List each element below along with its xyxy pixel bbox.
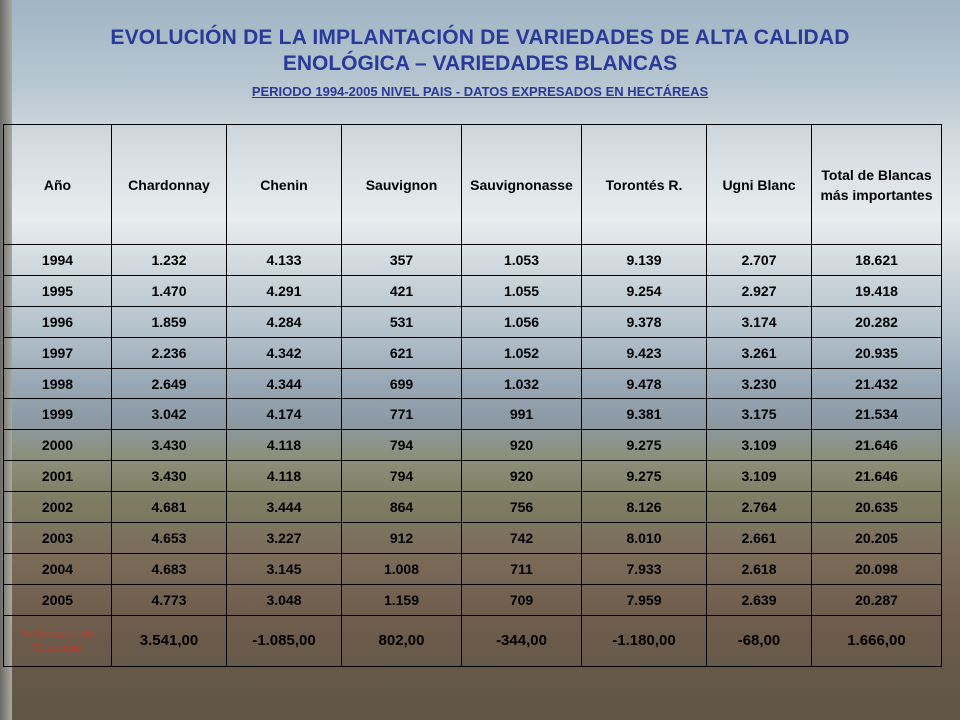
table-row (4, 430, 942, 461)
table-cell: 421 (342, 275, 462, 306)
title-line-1: EVOLUCIÓN DE LA IMPLANTACIÓN DE VARIEDADES DE ALTA CALIDAD (110, 26, 850, 49)
header-ugni-blanc: Ugni Blanc (707, 125, 812, 245)
variation-cell: 1.666,00 (812, 615, 942, 666)
table-cell: 4.284 (227, 306, 342, 337)
table-cell: 3.145 (227, 553, 342, 584)
table-cell: 20.935 (812, 337, 942, 368)
table-cell: 9.478 (582, 368, 707, 399)
table-cell: 3.430 (112, 461, 227, 492)
table-cell: 9.378 (582, 306, 707, 337)
table-cell: 20.635 (812, 492, 942, 523)
table-cell: 2002 (4, 492, 112, 523)
variation-cell: 802,00 (342, 615, 462, 666)
table-cell: 7.959 (582, 584, 707, 615)
table-cell: 920 (462, 430, 582, 461)
table-cell: 2.649 (112, 368, 227, 399)
table-cell: 920 (462, 461, 582, 492)
table-row (4, 492, 942, 523)
table-cell: 864 (342, 492, 462, 523)
table-cell: 18.621 (812, 245, 942, 276)
table-cell: 3.430 (112, 430, 227, 461)
variation-cell: -1.085,00 (227, 615, 342, 666)
table-cell: 742 (462, 523, 582, 554)
table-cell: 3.444 (227, 492, 342, 523)
table-cell: 3.042 (112, 399, 227, 430)
header-year: Año (4, 125, 112, 245)
table-cell: 2.661 (707, 523, 812, 554)
table-cell: 794 (342, 461, 462, 492)
table-cell: 1994 (4, 245, 112, 276)
table-cell: 1995 (4, 275, 112, 306)
table-cell: 2001 (4, 461, 112, 492)
table-cell: 1.232 (112, 245, 227, 276)
table-cell: 3.227 (227, 523, 342, 554)
table-cell: 4.133 (227, 245, 342, 276)
table-cell: 2.764 (707, 492, 812, 523)
table-row (4, 337, 942, 368)
table-cell: 2.236 (112, 337, 227, 368)
table-cell: 4.118 (227, 430, 342, 461)
table-cell: 2.618 (707, 553, 812, 584)
table-row (4, 306, 942, 337)
table-cell: 9.275 (582, 430, 707, 461)
table-cell: 21.534 (812, 399, 942, 430)
table-cell: 2003 (4, 523, 112, 554)
table-cell: 531 (342, 306, 462, 337)
table-cell: 1.056 (462, 306, 582, 337)
table-cell: 9.381 (582, 399, 707, 430)
table-cell: 1.032 (462, 368, 582, 399)
table-cell: 9.254 (582, 275, 707, 306)
table-cell: 1997 (4, 337, 112, 368)
table-cell: 1.470 (112, 275, 227, 306)
table-cell: 699 (342, 368, 462, 399)
table-cell: 756 (462, 492, 582, 523)
table-cell: 4.342 (227, 337, 342, 368)
table-cell: 8.126 (582, 492, 707, 523)
table-row (4, 461, 942, 492)
table-cell: 19.418 (812, 275, 942, 306)
table-cell: 4.681 (112, 492, 227, 523)
table-row (4, 399, 942, 430)
header-torontes: Torontés R. (582, 125, 707, 245)
table-cell: 3.175 (707, 399, 812, 430)
table-cell: 1.859 (112, 306, 227, 337)
table-cell: 3.261 (707, 337, 812, 368)
table-cell: 20.098 (812, 553, 942, 584)
table-cell: 621 (342, 337, 462, 368)
table-cell: 2000 (4, 430, 112, 461)
table-row (4, 523, 942, 554)
header-total: Total de Blancas más importantes (812, 125, 942, 245)
table-cell: 2005 (4, 584, 112, 615)
table-cell: 3.174 (707, 306, 812, 337)
header-sauvignonasse: Sauvignonasse (462, 125, 582, 245)
table-cell: 794 (342, 430, 462, 461)
variation-label: % Variación de Superficie (4, 615, 112, 666)
table-cell: 1.052 (462, 337, 582, 368)
table-cell: 4.653 (112, 523, 227, 554)
table-cell: 21.646 (812, 461, 942, 492)
table-cell: 4.344 (227, 368, 342, 399)
table-cell: 1.055 (462, 275, 582, 306)
table-cell: 2.927 (707, 275, 812, 306)
table-cell: 20.205 (812, 523, 942, 554)
table-cell: 711 (462, 553, 582, 584)
variation-cell: -68,00 (707, 615, 812, 666)
variation-row (4, 615, 942, 666)
table-cell: 20.282 (812, 306, 942, 337)
table-cell: 1.053 (462, 245, 582, 276)
table-cell: 1996 (4, 306, 112, 337)
table-cell: 9.423 (582, 337, 707, 368)
table-cell: 3.048 (227, 584, 342, 615)
table-cell: 4.118 (227, 461, 342, 492)
table-cell: 1.159 (342, 584, 462, 615)
table-row (4, 584, 942, 615)
table-cell: 1999 (4, 399, 112, 430)
table-cell: 21.646 (812, 430, 942, 461)
table-cell: 9.139 (582, 245, 707, 276)
table-cell: 21.432 (812, 368, 942, 399)
table-cell: 9.275 (582, 461, 707, 492)
table-cell: 709 (462, 584, 582, 615)
table-cell: 771 (342, 399, 462, 430)
header-chenin: Chenin (227, 125, 342, 245)
table-row (4, 275, 942, 306)
table-cell: 1.008 (342, 553, 462, 584)
table-cell: 4.683 (112, 553, 227, 584)
table-cell: 912 (342, 523, 462, 554)
variation-cell: -344,00 (462, 615, 582, 666)
table-cell: 357 (342, 245, 462, 276)
table-cell: 4.291 (227, 275, 342, 306)
table-cell: 3.230 (707, 368, 812, 399)
table-cell: 3.109 (707, 461, 812, 492)
table-cell: 8.010 (582, 523, 707, 554)
table-cell: 2004 (4, 553, 112, 584)
table-cell: 2.639 (707, 584, 812, 615)
table-row (4, 245, 942, 276)
table-cell: 4.174 (227, 399, 342, 430)
table-row (4, 368, 942, 399)
table-cell: 7.933 (582, 553, 707, 584)
table-cell: 3.109 (707, 430, 812, 461)
table-row (4, 553, 942, 584)
header-sauvignon: Sauvignon (342, 125, 462, 245)
table-body (4, 245, 942, 667)
table-cell: 991 (462, 399, 582, 430)
variation-cell: -1.180,00 (582, 615, 707, 666)
varieties-table (3, 124, 942, 667)
variation-cell: 3.541,00 (112, 615, 227, 666)
table-cell: 20.287 (812, 584, 942, 615)
header-row (4, 125, 942, 245)
table-cell: 1998 (4, 368, 112, 399)
table-cell: 2.707 (707, 245, 812, 276)
title-line-2: ENOLÓGICA – VARIEDADES BLANCAS (282, 52, 678, 75)
subtitle: PERIODO 1994-2005 NIVEL PAIS - DATOS EXPRESADOS EN HECTÁREAS (251, 84, 709, 99)
table-cell: 4.773 (112, 584, 227, 615)
header-chardonnay: Chardonnay (112, 125, 227, 245)
